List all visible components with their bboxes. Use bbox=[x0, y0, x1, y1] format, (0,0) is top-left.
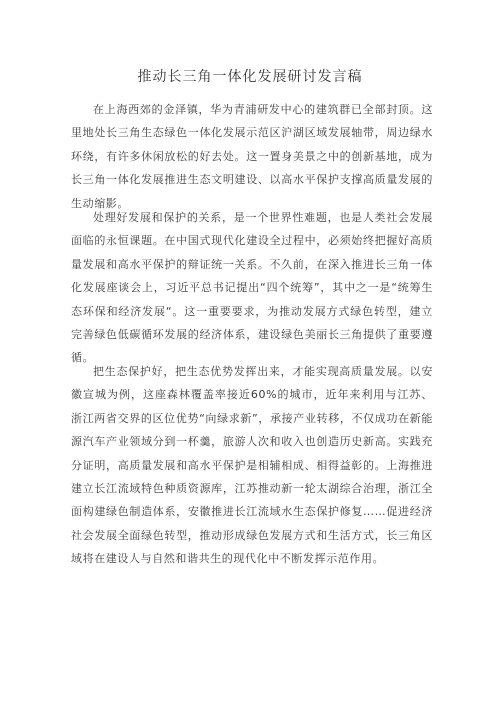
document-title: 推动长三角一体化发展研讨发言稿 bbox=[137, 69, 363, 85]
paragraph-1: 在上海西郊的金泽镇，华为青浦研发中心的建筑群已全部封顶。这里地处长三角生态绿色一体化发展示范区沪湖区域发展轴带，周边绿水环绕，有许多休闲放松的好去处。这一置身美景之中的创新基地，成为长三角一体化发展推进生态文明建设、以高水平保护支撑高质量发展的生动缩影。 bbox=[71, 103, 433, 210]
paragraph-2: 处理好发展和保护的关系，是一个世界性难题，也是人类社会发展面临的永恒课题。在中国式现代化建设全过程中，必须始终把握好高质量发展和高水平保护的辩证统一关系。不久前，在深入推进长三角一体化发展座谈会上，习近平总书记提出“四个统筹”，其中之一是“统筹生态环保和经济发展“。这一重要要求，为推动发展方式绿色转型，建立完善绿色低碳循环发展的经济体系，建设绿色美丽长三角提供了重要遵循。 bbox=[71, 211, 433, 365]
paragraph-3: 把生态保护好，把生态优势发挥出来，才能实现高质量发展。以安徽宣城为例，这座森林覆盖率接近60%的城市，近年来利用与江苏、浙江两省交界的区位优势“向绿求新”，承接产业转移，不仅成功在新能源汽车产业领域分到一杯羹，旅游人次和收入也创造历史新高。实践充分证明，高质量发展和高水平保护是相辅相成、相得益彰的。上海推进建立长江流域特色种质资源库，江苏推动新一轮太湖综合治理，浙江全面构建绿色制造体系，安徽推进长江流域水生态保护修复……促进经济社会发展全面绿色转型，推动形成绿色发展方式和生活方式，长三角区域将在建设人与自然和谐共生的现代化中不断发挥示范作用。 bbox=[71, 365, 433, 566]
